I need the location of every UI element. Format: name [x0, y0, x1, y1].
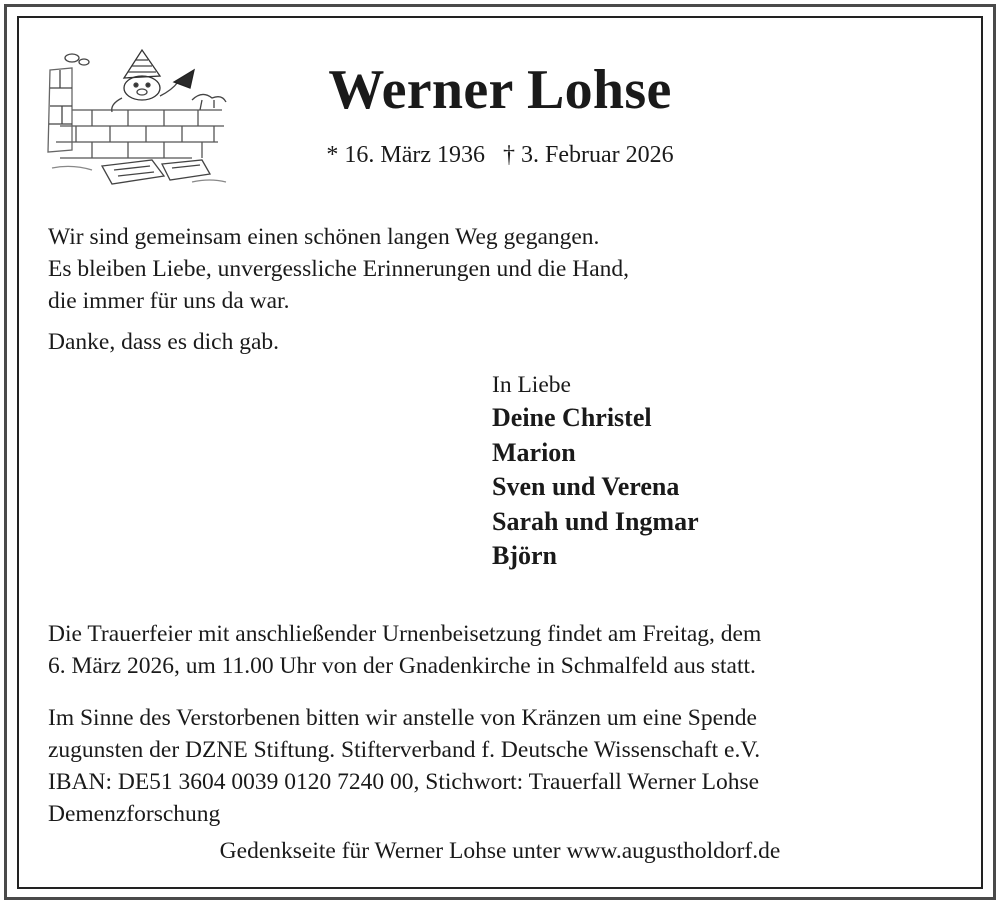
text-line: Danke, dass es dich gab. — [48, 329, 280, 355]
deceased-name: Werner Lohse — [328, 59, 672, 121]
donation-notice — [48, 702, 760, 830]
signature-intro: In Liebe — [492, 372, 571, 398]
text-line: Die Trauerfeier mit anschließender Urnenbeisetzung findet am Freitag, dem — [48, 621, 762, 647]
death-date: † 3. Februar 2026 — [503, 142, 674, 168]
text-line: Es bleiben Liebe, unvergessliche Erinnerungen und die Hand, — [48, 256, 630, 282]
text-line: Demenzforschung — [48, 801, 221, 827]
text-line: IBAN: DE51 3604 0039 0120 7240 00, Stichwort: Trauerfall Werner Lohse — [48, 769, 760, 795]
mourners-signature — [492, 369, 699, 574]
life-dates — [250, 143, 750, 167]
mourner-name: Sven und Verena — [492, 472, 680, 501]
memorial-page-link: Gedenkseite für Werner Lohse unter www.augustholdorf.de — [219, 838, 781, 864]
text-line: 6. März 2026, um 11.00 Uhr von der Gnadenkirche in Schmalfeld aus statt. — [48, 653, 756, 679]
mourner-name: Björn — [492, 541, 557, 570]
funeral-notice — [48, 618, 761, 682]
text-line: Im Sinne des Verstorbenen bitten wir anstelle von Kränzen um eine Spende — [48, 705, 757, 731]
mourner-name: Deine Christel — [492, 403, 652, 432]
thanks-text — [48, 326, 279, 358]
text-line: Wir sind gemeinsam einen schönen langen Weg gegangen. — [48, 224, 600, 250]
mourner-name: Marion — [492, 437, 576, 467]
bricklayer-illustration-icon — [42, 40, 230, 188]
mourner-name: Sarah und Ingmar — [492, 506, 699, 536]
birth-date: * 16. März 1936 — [326, 142, 485, 168]
text-line: die immer für uns da war. — [48, 288, 290, 314]
text-line: zugunsten der DZNE Stiftung. Stifterverband f. Deutsche Wissenschaft e.V. — [48, 737, 761, 763]
condolence-text — [48, 221, 629, 317]
